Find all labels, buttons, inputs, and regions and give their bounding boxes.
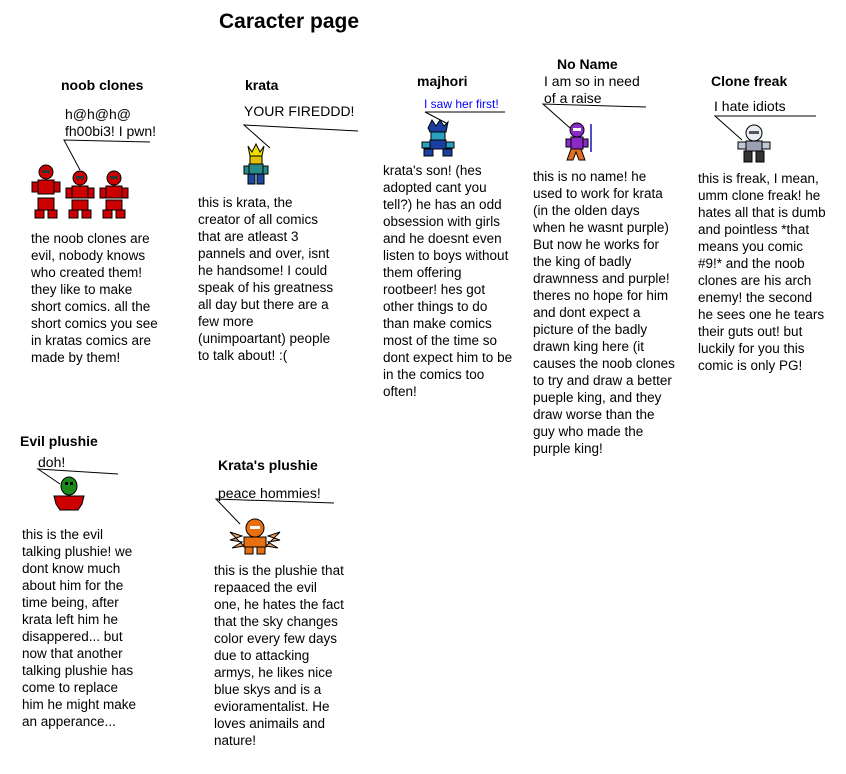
evil-plushie-speech: doh! xyxy=(38,454,66,470)
krata-plushie-name: Krata's plushie xyxy=(218,457,318,473)
krata-name: krata xyxy=(245,77,279,93)
noname-name: No Name xyxy=(557,56,618,72)
krata-plushie-sprite xyxy=(230,518,280,556)
clone-freak-name: Clone freak xyxy=(711,73,788,89)
noob-clones-sprite xyxy=(30,162,130,222)
majhori-speech: I saw her first! xyxy=(424,97,499,111)
evil-plushie-name: Evil plushie xyxy=(20,433,98,449)
noob-clones-name: noob clones xyxy=(61,77,144,93)
majhori-description: krata's son! (hes adopted cant you tell?) he has an odd obsession with girls and he doesnt even listen to boys without them offering rootbeer! hes got other things to do than make comics most of the time so dont expect him to be in the comics too often! xyxy=(383,163,513,399)
krata-speech: YOUR FIREDDD! xyxy=(244,103,355,119)
noname-description: this is no name! he used to work for krata (in the olden days when he wasnt purple) But now he works for the king of badly drawnness and purple! theres no hope for him and dont expect a picture of the badly drawn king here (it causes the noob clones to try and draw a better pueple king, and they draw worse than the guy who made the purple king! xyxy=(533,169,675,456)
page-title: Caracter page xyxy=(219,10,360,33)
clone-freak-description: this is freak, I mean, umm clone freak! he hates all that is dumb and pointless *that means you comic #9!* and the noob clones are his arch enemy! the second he sees one he tears their guts out! but luckily for you this comic is only PG! xyxy=(698,171,826,373)
krata-plushie-speech: peace hommies! xyxy=(218,485,321,501)
noname-sprite xyxy=(563,122,599,164)
krata-sprite xyxy=(240,144,272,186)
krata-description: this is krata, the creator of all comics that are atleast 3 pannels and over, isnt he handsome! I could speak of his greatness all day but there are a few more (unimpoartant) people to talk about! :( xyxy=(198,195,334,363)
evil-plushie-sprite xyxy=(52,476,86,512)
krata-plushie-description: this is the plushie that repaaced the evil one, he hates the fact that the sky changes color every few days due to attacking armys, he likes nice blue skys and is a evioramentalist. He loves animails and nature! xyxy=(214,563,344,748)
noob-clones-description: the noob clones are evil, nobody knows who created them! they like to make short comics. all the short comics you see in kratas comics are made by them! xyxy=(31,231,158,365)
evil-plushie-description: this is the evil talking plushie! we dont know much about him for the time being, after krata left him he disappered... but now that another talking plushie has come to replace him he might make an apperance... xyxy=(22,527,137,729)
noob-clones-speech: h@h@h@ fh00bi3! I pwn! xyxy=(65,106,157,139)
majhori-sprite xyxy=(418,120,458,158)
clone-freak-speech: I hate idiots xyxy=(714,98,786,114)
noname-speech: I am so in need of a raise xyxy=(544,73,640,106)
clone-freak-sprite xyxy=(736,124,772,164)
majhori-name: majhori xyxy=(417,73,468,89)
